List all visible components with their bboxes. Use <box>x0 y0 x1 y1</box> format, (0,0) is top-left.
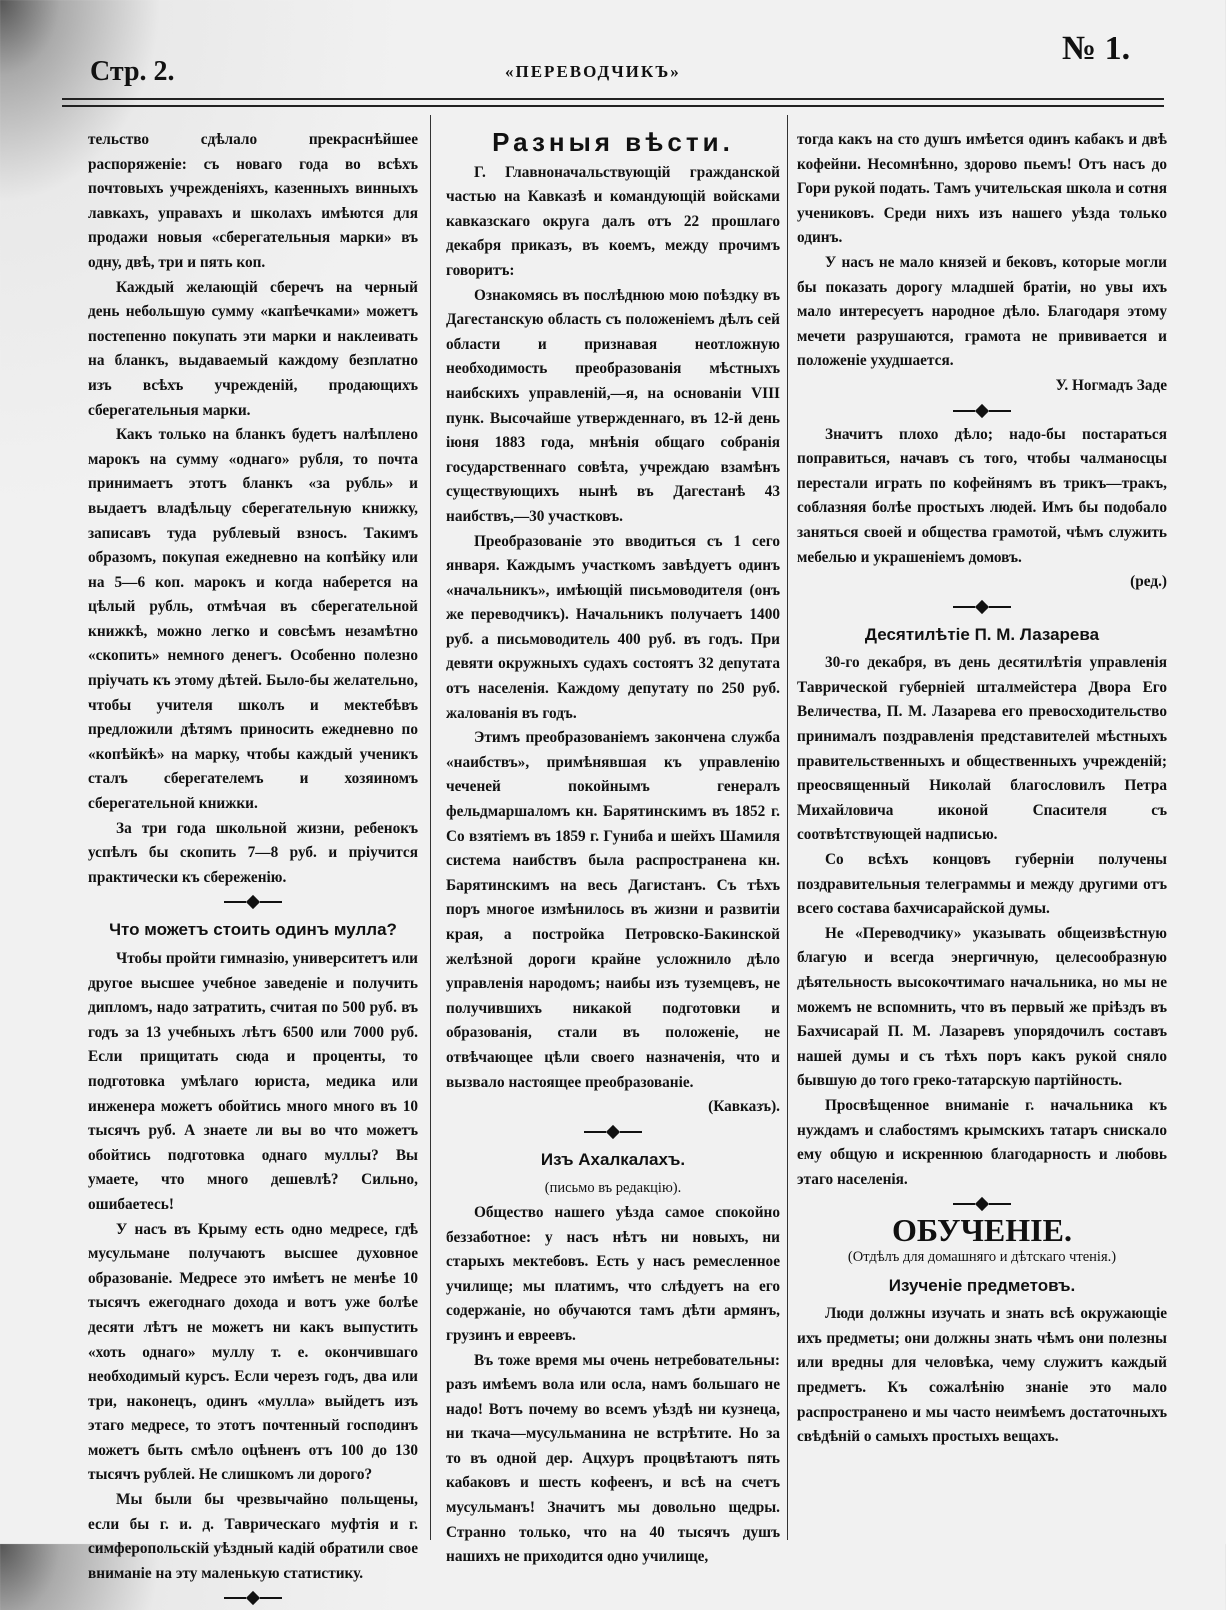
newspaper-title: «ПЕРЕВОДЧИКЪ» <box>505 62 681 81</box>
column-2 <box>446 128 780 1570</box>
paragraph: Ознакомясь въ послѣднюю мою поѣздку въ Дагестанскую область съ положеніемъ дѣлъ сей области и признавая неотложную необходимость преобразованія мѣстныхъ наибскихъ управленій,—я, на основаніи VIII пунк. Высочайше утвержденнаго, въ 12-й день іюня 1883 года, мнѣнія общаго собранія государственнаго совѣта, учреждаю взамѣнъ существующихъ нынѣ въ Дагестанѣ 43 наибствъ,—30 участковъ. <box>446 286 780 525</box>
paragraph: Каждый желающій сберечъ на черный день небольшую сумму «капѣечками» можетъ постепенно покупать эти марки и наклеивать на бланкъ, выдаваемый каждому безплатно изъ всѣхъ учрежденій, продающихъ сберегательныя марки. <box>88 278 418 419</box>
paragraph: Мы были бы чрезвычайно польщены, если бы г. и. д. Таврическаго муфтія и г. симферопольскій уѣздный кадій обратили свое вниманіе на эту маленькую статистику. <box>88 1491 418 1582</box>
ornament-divider-icon <box>88 890 418 914</box>
paragraph: У насъ въ Крыму есть одно медресе, гдѣ мусульмане получаютъ высшее духовное образованіе. Медресе это имѣетъ не менѣе 10 тысячъ ежегоднаго дохода и вотъ уже болѣе десяти лѣтъ не можетъ ни какъ выпустить «хоть однаго» муллу т. е. окончившаго необходимый курсъ. Если черезъ годъ, два или три, наконецъ, одинъ «мулла» выйдетъ изъ этаго медресе, то этотъ почтенный господинъ можетъ быть смѣло оцѣненъ отъ 100 до 130 тысячъ рублей. Не слишкомъ ли дорого? <box>88 1220 418 1484</box>
section-subheading: (Отдѣлъ для домашняго и дѣтскаго чтенія.) <box>847 1248 1117 1265</box>
paragraph: тельство сдѣлало прекраснѣйшее распоряженіе: съ новаго года во всѣхъ почтовыхъ учрежденіяхъ, казенныхъ винныхъ лавкахъ, управахъ и школахъ имѣются для продажи новыя «сберегательныя марки» въ одну, двѣ, три и пять коп. <box>88 131 418 271</box>
paragraph: Со всѣхъ концовъ губерніи получены поздравительныя телеграммы и между другими отъ всего состава бахчисарайской думы. <box>797 851 1167 918</box>
issue-number: № 1. <box>1062 30 1131 67</box>
paragraph: Какъ только на бланкъ будетъ налѣплено марокъ на сумму «однаго» рубля, то почта принимаетъ этотъ бланкъ «за рубль» и выдаетъ владѣльцу сберегательную книжку, записавъ туда рублевый взносъ. Такимъ образомъ, покупая ежедневно на копѣйку или на 5—6 коп. марокъ и когда наберется на цѣлый рубль, отмѣчая въ сберегательной книжкѣ, можно легко и совсѣмъ незамѣтно «скопить» немного денегъ. Особенно полезно пріучать къ этому дѣтей. Было-бы желательно, чтобы учителя школъ и мектебѣвъ предложили дѣтямъ приносить ежедневно по «копѣйкѣ» на марку, чтобы каждый ученикъ сталъ сберегателемъ и хозяиномъ сберегательной книжки. <box>88 426 418 813</box>
paragraph: Этимъ преобразованіемъ закончена служба «наибствъ», примѣнявшая къ управленію чеченей покойнымъ генералъ фельдмаршаломъ кн. Барятинскимъ въ 1852 г. Со взятіемъ въ 1859 г. Гуниба и шейхъ Шамиля система наибствъ была распространена кн. Барятинскимъ на весь Дагистанъ. Съ тѣхъ поръ многое измѣнилось въ жизни и развитіи края, а постройка Петровско-Бакинской желѣзной дороги крайне усложнило дѣло управленія народомъ; наибы изъ туземцевъ, не получившихъ никакой подготовки и образованія, стали въ положеніе, не отвѣчающее цѣли своего назначенія, что и вызвало настоящее преобразованіе. <box>446 729 780 1091</box>
paragraph: Общество нашего уѣзда самое спокойно беззаботное: у насъ нѣтъ ни новыхъ, ни старыхъ мектебовъ. Есть у насъ ремесленное училище; мы платимъ, что слѣдуетъ на его содержаніе, но обучаются тамъ дѣти армянъ, грузинъ и евреевъ. <box>446 1203 780 1344</box>
article-heading: Десятилѣтіе П. М. Лазарева <box>864 624 1100 644</box>
paragraph: Просвѣщенное вниманіе г. начальника къ нуждамъ и слабостямъ крымскихъ татаръ снискало ему общую и искреннюю благодарность и любовь этаго населенія. <box>797 1096 1167 1188</box>
editor-note: (ред.) <box>1130 573 1167 591</box>
column-divider <box>787 115 788 1540</box>
section-heading: ОБУЧЕНІЕ. <box>892 1212 1072 1249</box>
paragraph: тогда какъ на сто душъ имѣется одинъ кабакъ и двѣ кофейни. Несомнѣнно, здорово пьемъ! Отъ насъ до Гори рукой подать. Тамъ учительская школа и сотня учениковъ. Среди нихъ изъ нашего уѣзда только одинъ. <box>797 131 1167 247</box>
paragraph: Люди должны изучать и знать всѣ окружающіе ихъ предметы; они должны знать чѣмъ они полезны или вредны для человѣка, чему служитъ каждый предметъ. Къ сожалѣнію знаніе это мало распространено и мы часто неимѣемъ достаточныхъ свѣдѣній о самыхъ простыхъ вещахъ. <box>797 1305 1167 1446</box>
paragraph: 30-го декабря, въ день десятилѣтія управленія Таврической губерніей шталмейстера Двора Его Величества, П. М. Лазарева его превосходительство принималъ поздравленія представителей мѣстныхъ правительственныхъ и общественныхъ учрежденій; преосвященный Николай благословилъ Петра Михайловича иконой Спасителя съ соотвѣтствующей надписью. <box>797 654 1167 844</box>
ornament-divider-icon <box>446 1120 780 1144</box>
paragraph: Въ тоже время мы очень нетребовательны: разъ имѣемъ вола или осла, намъ большаго не надо! Вотъ почему во всемъ уѣздѣ ни кузнеца, ни ткача—мусульманина не встрѣтите. Но за то въ одной дер. Ацхуръ процвѣтаютъ пять кабаковъ и шесть кофеенъ, и всѣ на счетъ мусульманъ! Значитъ мы довольно щедры. Странно только, что на 40 тысячъ душъ нашихъ не приходится одно училище, <box>446 1351 780 1566</box>
article-subheading: (письмо въ редакцію). <box>544 1180 682 1197</box>
paragraph: Преобразованіе это вводиться съ 1 сего января. Каждымъ участкомъ завѣдуетъ одинъ «начальникъ», имѣющій письмоводителя (онъ же переводчикъ). Начальникъ получаетъ 1400 руб. а письмоводитель 400 руб. въ годъ. При девяти окружныхъ судахъ состоятъ 32 депутата отъ населенія. Каждому депутату по 250 руб. жалованія въ годъ. <box>446 532 780 722</box>
paragraph: За три года школьной жизни, ребенокъ успѣлъ бы скопить 7—8 руб. и пріучится практически къ сбереженію. <box>88 819 418 886</box>
column-1 <box>88 128 418 1610</box>
author-signature: У. Ногмадъ Заде <box>1055 376 1167 394</box>
header-rule-top <box>62 98 1164 100</box>
header-rule-bottom <box>62 105 1164 107</box>
ornament-divider-icon <box>797 595 1167 619</box>
paragraph: Значитъ плохо дѣло; надо-бы постараться поправиться, начавъ съ того, чтобы чалманосцы перестали играть по кофейнямъ въ трикъ—тракъ, соблазняя болѣе простыхъ людей. Имъ бы подобало заняться своей и общества грамотой, чѣмъ служить мебелью и украшеніемъ домовъ. <box>797 425 1167 566</box>
article-heading: Что можетъ стоить одинъ мулла? <box>109 920 397 940</box>
ornament-divider-icon <box>797 399 1167 423</box>
paragraph: Чтобы пройти гимназію, университетъ или другое высшее учебное заведеніе и получить дипломъ, надо затратить, считая по 500 руб. въ годъ за 13 учебныхъ лѣтъ 6500 или 7000 руб. Если прищитать сюда и проценты, то подготовка умѣлаго юриста, медика или инженера можетъ обойтись много много въ 10 тысячъ руб. А знаете ли вы во что можетъ обойтись подготовка однаго муллы? Вы умаете, что много дешевлѣ? Сильно, ошибаетесь! <box>88 950 418 1213</box>
section-heading: Разныя вѣсти. <box>492 127 734 157</box>
column-divider <box>430 115 431 1540</box>
article-heading: Изъ Ахалкалахъ. <box>540 1149 686 1169</box>
paragraph: Г. Главноначальствующій гражданской частью на Кавказѣ и командующій войсками кавказскаго округа далъ отъ 22 прошлаго декабря приказъ, въ коемъ, между прочимъ говоритъ: <box>446 163 780 279</box>
page-number: Стр. 2. <box>90 56 175 87</box>
ornament-divider-icon <box>88 1586 418 1610</box>
source-credit: (Кавказъ). <box>708 1098 780 1116</box>
paragraph: У насъ не мало князей и бековъ, которые могли бы показать дорогу младшей братіи, но увы ихъ мало интересуетъ народное дѣло. Благодаря этому мечети разрушаются, грамота не прививается и положеніе ухудшается. <box>797 253 1167 370</box>
paragraph: Не «Переводчику» указывать общеизвѣстную благую и всегда энергичную, целесообразную дѣятельность высокочтимаго начальника, но мы не можемъ не вспомнить, что въ первый же пріѣздъ въ Бахчисарай П. М. Лазаревъ упорядочилъ составъ нашей думы и съ тѣхъ поръ какъ рукой сняло бывшую до того греко-татарскую партійность. <box>797 924 1167 1090</box>
article-heading: Изученіе предметовъ. <box>888 1275 1076 1295</box>
column-3 <box>797 128 1167 1450</box>
